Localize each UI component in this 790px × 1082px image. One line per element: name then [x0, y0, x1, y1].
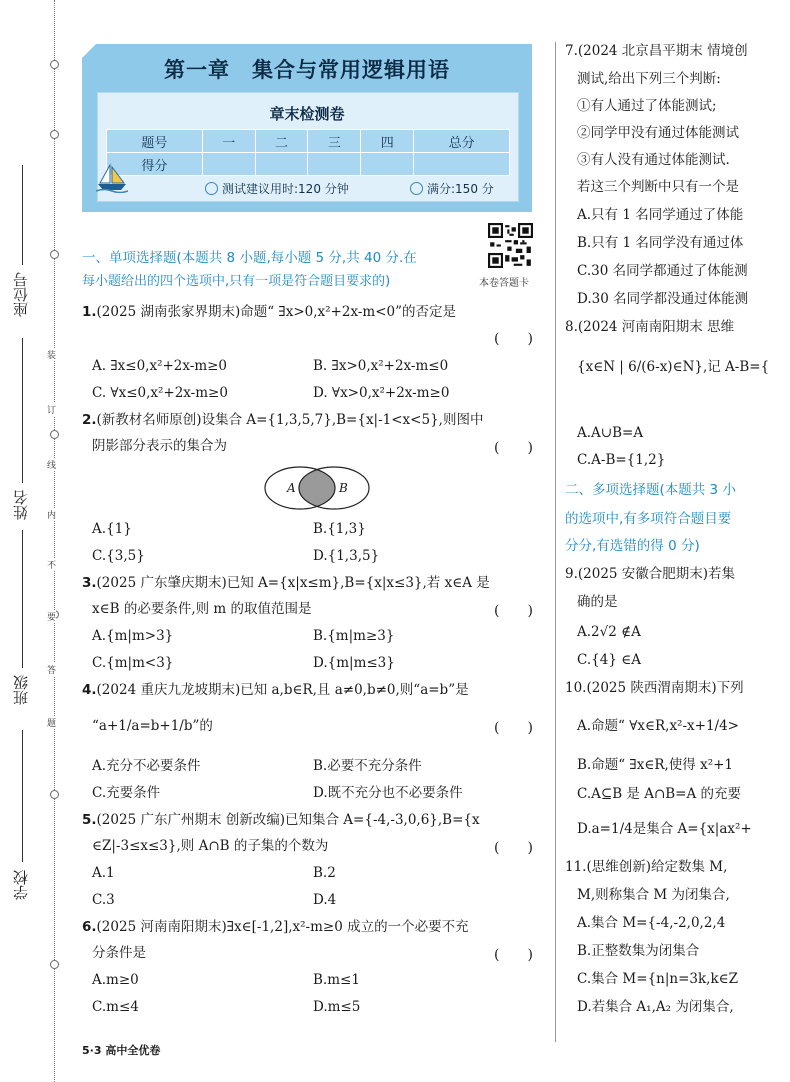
score-row-label: 得分 — [107, 153, 203, 176]
q6-option-d: D.m≤5 — [313, 999, 361, 1015]
question-2-stem-cont: 阴影部分表示的集合为 — [92, 438, 227, 454]
answer-bracket: ( ) — [494, 720, 533, 736]
q2-option-b: B.{1,3} — [313, 521, 366, 537]
answer-bracket: ( ) — [494, 947, 533, 963]
q4-option-b: B.必要不充分条件 — [313, 758, 422, 774]
section1-instructions: 每小题给出的四个选项中,只有一项是符合题目要求的) — [82, 274, 391, 289]
binding-char: 答 — [47, 663, 56, 676]
q10-option-a: A.命题“ ∀x∈R,x²-x+1/4> — [577, 718, 739, 734]
binding-line — [54, 0, 55, 1082]
question-6-stem: 6.(2025 河南南阳期末)∃x∈[-1,2],x²-m≥0 成立的一个必要不充 — [82, 919, 469, 935]
q10-option-d: D.a=1/4是集合 A={x|ax²+ — [577, 821, 752, 837]
score-table-header: 一 — [202, 130, 255, 153]
question-4-stem-cont: “a+1/a=b+1/b”的 — [92, 718, 213, 734]
q10-option-c: C.A⊆B 是 A∩B=A 的充要 — [577, 786, 742, 802]
sailboat-icon — [96, 163, 128, 193]
question-3-stem-cont: x∈B 的必要条件,则 m 的取值范围是 — [92, 601, 312, 617]
q6-option-c: C.m≤4 — [92, 999, 139, 1015]
score-cell — [308, 153, 361, 176]
score-cell — [202, 153, 255, 176]
q8-option-c: C.A-B={1,2} — [577, 452, 666, 468]
question-7-stem-cont2: 若这三个判断中只有一个是 — [577, 179, 739, 195]
question-8-stem: 8.(2024 河南南阳期末 思维 — [565, 319, 735, 335]
question-7-stem: 7.(2024 北京昌平期末 情境创 — [565, 43, 748, 59]
q11-option-d: D.若集合 A₁,A₂ 为闭集合, — [577, 999, 734, 1015]
q11-option-c: C.集合 M={n|n=3k,k∈Z — [577, 971, 739, 987]
score-cell — [414, 153, 510, 176]
question-1-stem: 1.(2025 湖南张家界期末)命题“ ∃x>0,x²+2x-m<0”的否定是 — [82, 304, 457, 320]
q3-option-c: C.{m|m<3} — [92, 655, 174, 671]
venn-diagram — [262, 464, 372, 512]
q4-option-a: A.充分不必要条件 — [92, 758, 201, 774]
q4-option-d: D.既不充分也不必要条件 — [313, 785, 463, 801]
class-line — [22, 530, 23, 668]
question-7-stem-cont: 测试,给出下列三个判断: — [577, 71, 721, 87]
q6-option-b: B.m≤1 — [313, 972, 360, 988]
question-11-stem-cont: M,则称集合 M 为闭集合, — [577, 887, 730, 903]
score-table — [106, 129, 510, 176]
binding-hole — [50, 250, 59, 259]
answer-bracket: ( ) — [494, 440, 533, 456]
binding-char: 装 — [47, 348, 56, 361]
q11-option-a: A.集合 M={-4,-2,0,2,4 — [577, 915, 726, 931]
question-10-stem: 10.(2025 陕西渭南期末)下列 — [565, 680, 744, 696]
question-8-set: {x∈N | 6/(6-x)∈N},记 A-B={ — [577, 359, 770, 375]
binding-hole — [50, 60, 59, 69]
section1-heading: 一、单项选择题(本题共 8 小题,每小题 5 分,共 40 分.在 — [82, 250, 417, 266]
q4-option-c: C.充要条件 — [92, 785, 161, 801]
q3-option-b: B.{m|m≥3} — [313, 628, 395, 644]
q7-statement-3: ③有人没有通过体能测试. — [577, 152, 730, 168]
section2-instructions-cont: 分分,有选错的得 0 分) — [565, 538, 700, 554]
q1-option-b: B. ∃x>0,x²+2x-m≤0 — [313, 358, 449, 374]
score-info — [410, 180, 494, 197]
score-table-header: 二 — [255, 130, 308, 153]
q1-option-a: A. ∃x≤0,x²+2x-m≥0 — [92, 358, 228, 374]
answer-bracket: ( ) — [494, 331, 533, 347]
binding-char: 要 — [47, 610, 56, 623]
binding-char: 内 — [47, 508, 56, 521]
score-cell — [255, 153, 308, 176]
binding-char: 订 — [47, 403, 56, 416]
q7-option-b: B.只有 1 名同学没有通过体 — [577, 235, 744, 251]
question-5-stem-cont: ∈Z|-3≤x≤3},则 A∩B 的子集的个数为 — [92, 838, 329, 854]
q10-option-b: B.命题“ ∃x∈R,使得 x²+1 — [577, 757, 734, 773]
binding-hole — [50, 430, 59, 439]
qr-label: 本卷答题卡 — [479, 278, 529, 289]
question-5-stem: 5.(2025 广东广州期末 创新改编)已知集合 A={-4,-3,0,6},B={x — [82, 812, 480, 828]
binding-hole — [50, 960, 59, 969]
binding-hole — [50, 790, 59, 799]
answer-bracket: ( ) — [494, 603, 533, 619]
q1-option-c: C. ∀x≤0,x²+2x-m≥0 — [92, 385, 228, 401]
question-4-stem: 4.(2024 重庆九龙坡期末)已知 a,b∈R,且 a≠0,b≠0,则“a=b”是 — [82, 682, 469, 698]
exam-title: 章末检测卷 — [269, 105, 345, 123]
question-6-stem-cont: 分条件是 — [92, 945, 146, 961]
score-table-header: 题号 — [107, 130, 203, 153]
q7-statement-1: ①有人通过了体能测试; — [577, 98, 717, 114]
binding-char: 题 — [47, 716, 56, 729]
check-circle-icon — [410, 182, 423, 195]
time-text: 测试建议用时:120 分钟 — [222, 182, 349, 196]
q5-option-c: C.3 — [92, 892, 115, 908]
q8-option-a: A.A∪B=A — [577, 425, 644, 441]
question-11-stem: 11.(思维创新)给定数集 M, — [565, 859, 728, 875]
q9-option-a: A.2√2 ∉A — [577, 624, 641, 640]
name-label: 姓名 — [12, 490, 30, 520]
q5-option-d: D.4 — [313, 892, 337, 908]
score-cell — [361, 153, 414, 176]
q7-option-a: A.只有 1 名同学通过了体能 — [577, 207, 744, 223]
score-table-header: 三 — [308, 130, 361, 153]
score-text: 满分:150 分 — [427, 182, 494, 196]
question-9-stem: 9.(2025 安徽合肥期末)若集 — [565, 566, 736, 582]
clock-icon — [205, 182, 218, 195]
section2-heading: 二、多项选择题(本题共 3 小 — [565, 482, 736, 498]
footer-brand: 5·3 高中全优卷 — [82, 1044, 161, 1057]
binding-hole — [50, 130, 59, 139]
name-line — [22, 338, 23, 483]
q2-option-d: D.{1,3,5} — [313, 548, 380, 564]
q9-option-c: C.{4} ∈A — [577, 652, 641, 668]
question-3-stem: 3.(2025 广东肇庆期末)已知 A={x|x≤m},B={x|x≤3},若 x∈A 是 — [82, 575, 490, 591]
q5-option-b: B.2 — [313, 865, 336, 881]
section2-instructions: 的选项中,有多项符合题目要 — [565, 511, 732, 527]
seat-number-line — [22, 165, 23, 265]
question-9-stem-cont: 确的是 — [577, 594, 618, 610]
score-table-header: 四 — [361, 130, 414, 153]
q3-option-d: D.{m|m≤3} — [313, 655, 395, 671]
answer-bracket: ( ) — [494, 840, 533, 856]
chapter-title: 第一章 集合与常用逻辑用语 — [164, 58, 450, 82]
q5-option-a: A.1 — [92, 865, 115, 881]
time-info — [205, 180, 349, 197]
school-line — [22, 730, 23, 862]
q7-option-d: D.30 名同学都没通过体能测 — [577, 291, 749, 307]
score-table-header: 总分 — [414, 130, 510, 153]
q7-option-c: C.30 名同学都通过了体能测 — [577, 263, 748, 279]
question-2-stem: 2.(新教材名师原创)设集合 A={1,3,5,7},B={x|-1<x<5},则图中 — [82, 412, 484, 428]
q2-option-c: C.{3,5} — [92, 548, 145, 564]
class-label: 班级 — [12, 675, 30, 705]
seat-number-label: 座位号 — [12, 272, 30, 317]
venn-label-b: B — [339, 481, 348, 495]
binding-char: 线 — [47, 458, 56, 471]
q7-statement-2: ②同学甲没有通过体能测试 — [577, 125, 739, 141]
qr-code[interactable] — [488, 223, 533, 268]
q2-option-a: A.{1} — [92, 521, 132, 537]
q11-option-b: B.正整数集为闭集合 — [577, 943, 700, 959]
q3-option-a: A.{m|m>3} — [92, 628, 174, 644]
venn-label-a: A — [287, 481, 296, 495]
q1-option-d: D. ∀x>0,x²+2x-m≥0 — [313, 385, 450, 401]
q6-option-a: A.m≥0 — [92, 972, 139, 988]
binding-char: 不 — [47, 558, 56, 571]
right-column — [555, 0, 790, 1082]
school-label: 学校 — [12, 870, 30, 900]
